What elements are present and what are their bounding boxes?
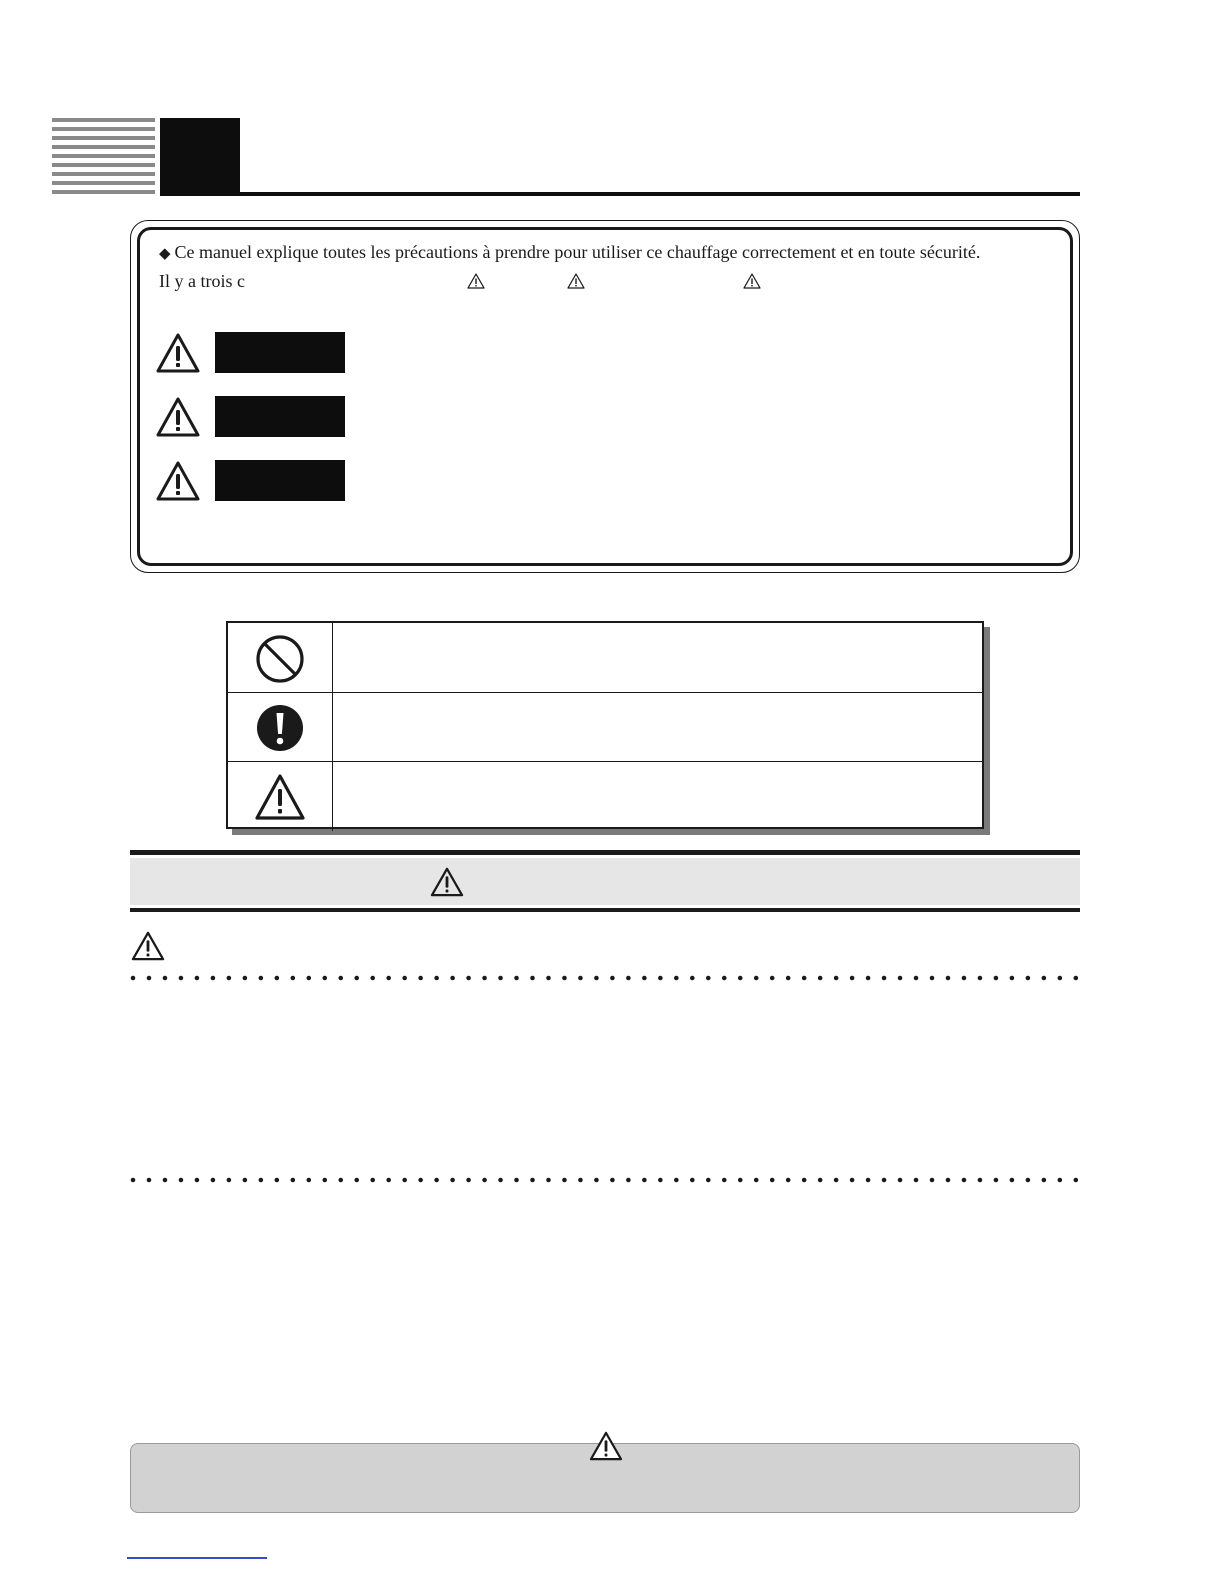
symbol-cell (228, 762, 333, 831)
hazard-level-row-2 (156, 396, 356, 440)
symbol-cell (228, 693, 333, 762)
section-band-top-rule (130, 850, 1080, 855)
warning-triangle-icon (430, 866, 464, 898)
diamond-bullet: ◆ (159, 246, 171, 262)
hazard-label-bar (215, 332, 345, 373)
symbol-row-warning (228, 761, 982, 831)
warning-triangle-icon (131, 930, 165, 962)
warning-triangle-icon (567, 273, 585, 289)
dotted-separator (130, 1177, 1080, 1183)
warning-triangle-icon (156, 332, 200, 374)
intro-line-1 (159, 242, 980, 263)
section-band (130, 858, 1080, 905)
warning-triangle-icon (743, 273, 761, 289)
header-stripes (52, 118, 155, 198)
prohibited-circle-icon (254, 633, 306, 683)
hazard-label-bar (215, 396, 345, 437)
chapter-tab (160, 118, 240, 194)
symbol-cell (228, 623, 333, 692)
dotted-separator (130, 975, 1080, 981)
warning-triangle-icon (156, 460, 200, 502)
hazard-level-row-1 (156, 332, 356, 376)
hazard-label-bar (215, 460, 345, 501)
intro-line-2: Il y a trois c (159, 271, 245, 291)
intro-line-1-text: Ce manuel explique toutes les précautions à prendre pour utiliser ce chauffage correctement et en toute sécurité. (174, 242, 981, 262)
hazard-level-row-3 (156, 460, 356, 504)
symbols-table (226, 621, 984, 829)
link-underline[interactable] (127, 1557, 267, 1559)
section-band-bottom-rule (130, 908, 1080, 912)
warning-triangle-icon (467, 273, 485, 289)
warning-triangle-icon (254, 772, 306, 822)
header-rule (160, 192, 1080, 196)
warning-triangle-icon (156, 396, 200, 438)
warning-triangle-icon (589, 1431, 623, 1461)
mandatory-exclamation-icon (254, 703, 306, 753)
symbol-row-prohibited (228, 623, 982, 692)
symbol-row-mandatory (228, 692, 982, 762)
